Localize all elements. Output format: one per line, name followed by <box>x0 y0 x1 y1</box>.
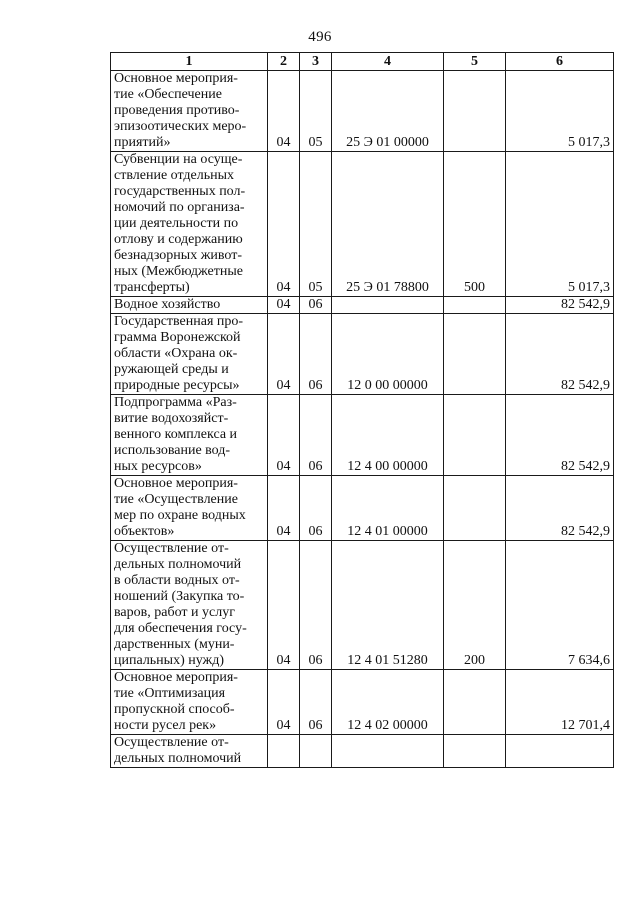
row-name-line: отлову и содержанию <box>114 232 243 247</box>
row-expense-type: 200 <box>444 541 506 670</box>
table-row <box>111 541 614 670</box>
row-name-line: ружающей среды и <box>114 362 229 377</box>
row-name-line: Основное мероприя- <box>114 476 238 491</box>
row-name-line: для обеспечения госу- <box>114 621 247 636</box>
row-target-code: 12 4 01 00000 <box>332 476 444 541</box>
row-amount: 82 542,9 <box>506 395 614 476</box>
row-section: 04 <box>268 152 300 297</box>
row-subsection: 06 <box>300 476 332 541</box>
row-name-line: варов, работ и услуг <box>114 605 235 620</box>
row-name-line: Основное мероприя- <box>114 670 238 685</box>
row-subsection: 05 <box>300 152 332 297</box>
row-name-line: безнадзорных живот- <box>114 248 242 263</box>
row-name-line: эпизоотических меро- <box>114 119 247 134</box>
row-amount: 82 542,9 <box>506 297 614 314</box>
header-cell-5: 5 <box>444 53 506 71</box>
table-header <box>111 53 614 71</box>
row-name-line: трансферты) <box>114 280 190 295</box>
row-subsection: 06 <box>300 541 332 670</box>
row-name <box>111 152 268 297</box>
row-name-line: проведения противо- <box>114 103 240 118</box>
row-name-line: ных (Межбюджетные <box>114 264 243 279</box>
row-name <box>111 541 268 670</box>
row-section <box>268 735 300 768</box>
header-cell-1: 1 <box>111 53 268 71</box>
row-name-line: объектов» <box>114 524 175 539</box>
row-name-line: Водное хозяйство <box>114 297 221 312</box>
row-name-line: номочий по организа- <box>114 200 245 215</box>
row-subsection: 06 <box>300 314 332 395</box>
row-name-line: Основное мероприя- <box>114 71 238 86</box>
budget-table <box>110 52 614 768</box>
row-expense-type <box>444 395 506 476</box>
row-name-line: грамма Воронежской <box>114 330 241 345</box>
row-target-code: 25 Э 01 78800 <box>332 152 444 297</box>
row-name-line: государственных пол- <box>114 184 246 199</box>
row-target-code: 12 4 00 00000 <box>332 395 444 476</box>
table-row <box>111 314 614 395</box>
header-row <box>111 53 614 71</box>
row-name-line: области «Охрана ок- <box>114 346 238 361</box>
row-expense-type <box>444 670 506 735</box>
row-name-line: витие водохозяйст- <box>114 411 229 426</box>
row-expense-type <box>444 735 506 768</box>
row-name <box>111 395 268 476</box>
table-row <box>111 71 614 152</box>
row-name-line: мер по охране водных <box>114 508 246 523</box>
row-subsection: 06 <box>300 297 332 314</box>
row-section: 04 <box>268 670 300 735</box>
row-amount: 12 701,4 <box>506 670 614 735</box>
row-name-line: тие «Обеспечение <box>114 87 222 102</box>
row-amount: 82 542,9 <box>506 476 614 541</box>
row-name-line: Осуществление от- <box>114 735 229 750</box>
row-name-line: Субвенции на осуще- <box>114 152 243 167</box>
row-name <box>111 476 268 541</box>
row-name <box>111 670 268 735</box>
row-name-line: природные ресурсы» <box>114 378 240 393</box>
row-target-code: 25 Э 01 00000 <box>332 71 444 152</box>
row-expense-type <box>444 314 506 395</box>
header-cell-2: 2 <box>268 53 300 71</box>
row-target-code <box>332 735 444 768</box>
row-name-line: дельных полномочий <box>114 751 242 766</box>
row-name-line: ципальных) нужд) <box>114 653 225 668</box>
header-cell-6: 6 <box>506 53 614 71</box>
row-amount: 7 634,6 <box>506 541 614 670</box>
row-subsection: 06 <box>300 670 332 735</box>
row-amount: 82 542,9 <box>506 314 614 395</box>
row-target-code: 12 4 01 51280 <box>332 541 444 670</box>
header-cell-4: 4 <box>332 53 444 71</box>
row-name-line: Осуществление от- <box>114 541 229 556</box>
row-name-line: ношений (Закупка то- <box>114 589 245 604</box>
row-name-line: ствление отдельных <box>114 168 235 183</box>
row-section: 04 <box>268 314 300 395</box>
row-section: 04 <box>268 395 300 476</box>
table-row <box>111 476 614 541</box>
table-row <box>111 152 614 297</box>
row-name-line: ности русел рек» <box>114 718 217 733</box>
header-cell-3: 3 <box>300 53 332 71</box>
row-name <box>111 314 268 395</box>
row-section: 04 <box>268 297 300 314</box>
row-name-line: использование вод- <box>114 443 231 458</box>
row-section: 04 <box>268 541 300 670</box>
row-name <box>111 71 268 152</box>
row-name-line: венного комплекса и <box>114 427 238 442</box>
row-section: 04 <box>268 71 300 152</box>
row-name-line: пропускной способ- <box>114 702 235 717</box>
table-row <box>111 670 614 735</box>
row-name-line: Государственная про- <box>114 314 244 329</box>
row-amount <box>506 735 614 768</box>
row-name <box>111 735 268 768</box>
table-row <box>111 297 614 314</box>
row-target-code: 12 0 00 00000 <box>332 314 444 395</box>
row-expense-type <box>444 297 506 314</box>
row-name-line: ции деятельности по <box>114 216 239 231</box>
table-row <box>111 735 614 768</box>
row-subsection <box>300 735 332 768</box>
row-expense-type <box>444 476 506 541</box>
row-subsection: 05 <box>300 71 332 152</box>
row-section: 04 <box>268 476 300 541</box>
row-expense-type <box>444 71 506 152</box>
row-name-line: тие «Оптимизация <box>114 686 226 701</box>
row-name <box>111 297 268 314</box>
row-name-line: тие «Осуществление <box>114 492 238 507</box>
table-row <box>111 395 614 476</box>
page-number: 496 <box>308 29 332 45</box>
row-name-line: дельных полномочий <box>114 557 242 572</box>
row-amount: 5 017,3 <box>506 152 614 297</box>
row-amount: 5 017,3 <box>506 71 614 152</box>
row-target-code: 12 4 02 00000 <box>332 670 444 735</box>
row-name-line: в области водных от- <box>114 573 240 588</box>
row-name-line: дарственных (муни- <box>114 637 235 652</box>
row-name-line: ных ресурсов» <box>114 459 202 474</box>
row-target-code <box>332 297 444 314</box>
table-body <box>111 71 614 768</box>
row-subsection: 06 <box>300 395 332 476</box>
row-name-line: Подпрограмма «Раз- <box>114 395 237 410</box>
row-expense-type: 500 <box>444 152 506 297</box>
row-name-line: приятий» <box>114 135 171 150</box>
